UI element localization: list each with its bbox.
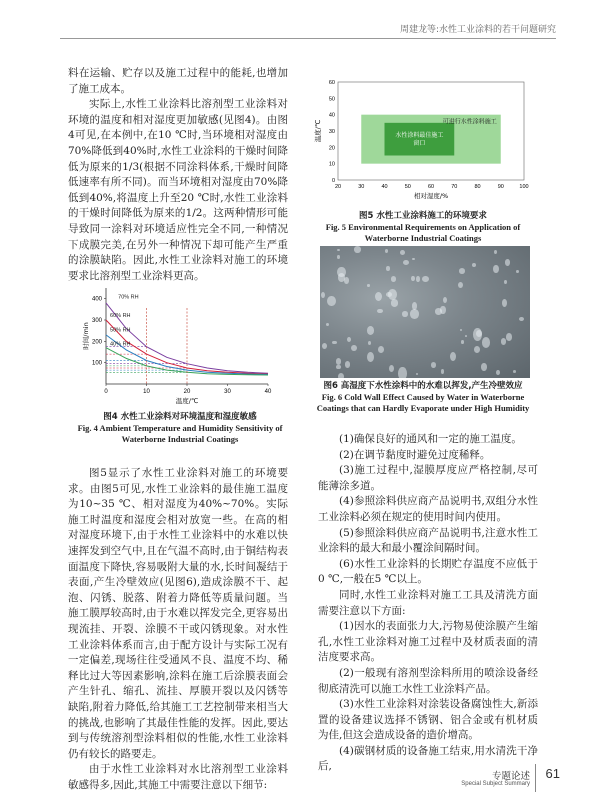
figure-4-caption [70,412,290,445]
paragraph: 料在运输、贮存以及施工过程中的能耗,也增加了施工成本。 [68,67,288,95]
figure-5-caption [312,211,534,244]
left-column-top [68,66,288,284]
list-item: (2)一般现有溶剂型涂料所用的喷涂设备经彻底清洗可以施工水性工业涂料产品。 [318,666,538,695]
x-tick-label: 10 [143,389,150,395]
water-droplet [402,311,407,316]
water-droplet [496,370,500,376]
y-axis-label: 温度/℃ [314,119,322,143]
water-droplet [416,373,418,376]
water-droplet [338,273,346,282]
cold-wall-photo [320,246,530,378]
water-droplet [416,276,420,282]
water-droplet [450,352,456,361]
water-droplet [516,270,519,273]
y-tick-label: 400 [91,296,102,303]
y-tick-label: 200 [91,339,102,346]
fig5-caption-en-1: Fig. 5 Environmental Requirements on Application of [325,222,521,232]
x-tick-label: 70 [451,184,458,190]
water-droplet [337,255,340,259]
water-droplet [506,333,513,341]
fig6-caption-en-2: Coatings that can Hardly Evaporate under High Humidity [316,403,530,413]
y-tick-label: 50 [328,96,335,103]
y-tick-label: 30 [328,129,335,135]
water-droplet [493,265,499,273]
list-item: (5)参照涂料供应商产品说明书,注意水性工业涂料的最大和最小覆涂间隔时间。 [318,526,538,555]
x-tick-label: 30 [358,184,365,190]
list-item: (6)水性工业涂料的长期贮存温度不应低于0 ℃,一般在5 ℃以上。 [318,557,538,586]
x-axis-label: 相对湿度/% [413,192,449,200]
water-droplet [422,276,429,282]
paragraph: 实际上,水性工业涂料比溶剂型工业涂料对环境的温度和相对湿度更加敏感(见图4)。由图4可见,在本例中,在10 ℃时,当环境相对湿度由70%降低到40%时,水性工业涂料的干燥时间降低为原来的1/3(根据不同涂料体系,干燥时间降低速率有所不同)。而当环境相对湿度由70%降低到40%,将温度上升至20 ℃时,水性工业涂料的干燥时间降低为原来的1/2。这两种情形可能导致同一涂料对环境适应性完全不同,一种情况下成膜完美,在另外一种情况下却可能产生严重的涂膜缺陷。因此,水性工业涂料对施工的环境要求比溶剂型工业涂料更高。 [68,98,288,282]
page-footer [410,764,560,794]
water-droplet [519,317,524,321]
y-tick-label: 300 [91,318,102,324]
rh-label: 70% RH [118,294,139,301]
figure-6-caption [312,381,534,414]
paragraph: 由于水性工业涂料对水比溶剂型工业涂料敏感得多,因此,其施工中需要注意以下细节: [68,763,288,791]
water-droplet [378,346,384,353]
water-droplet [386,266,390,270]
fig6-caption-en-1: Fig. 6 Cold Wall Effect Caused by Water in Waterborne [321,392,525,402]
y-tick-label: 0 [331,178,335,184]
fig4-caption-en-2: Waterborne Industrial Coatings [121,434,239,444]
x-tick-label: 60 [427,184,435,190]
water-droplet [391,276,397,282]
header-rule [60,38,556,39]
x-tick-label: 30 [224,389,231,395]
water-droplet [389,365,394,372]
footer-divider [535,764,536,792]
water-droplet [332,341,336,345]
header-text: 周建龙等:水性工业涂料的若干问题研究 [399,25,556,35]
water-droplet [460,329,462,332]
water-droplet [338,373,344,378]
rh-label: 40% RH [110,341,131,348]
list-item: (4)参照涂料供应商产品说明书,双组分水性工业涂料必须在规定的使用时间内使用。 [318,495,538,523]
water-droplet [474,346,481,353]
left-column-bottom [68,466,288,793]
x-tick-label: 40 [264,389,272,395]
water-droplet [377,309,382,314]
water-droplet [322,343,327,349]
x-tick-label: 20 [334,184,342,190]
list-item: (3)水性工业涂料对涂装设备腐蚀性大,新添置的设备建议选择不锈钢、铝合金或有机材质为佳,但这会造成设备的造价增高。 [318,698,538,742]
x-tick-label: 80 [474,184,481,190]
water-droplet [412,258,415,261]
water-droplet [367,284,369,287]
water-droplet [403,260,409,266]
water-droplet [368,341,371,345]
x-tick-label: 100 [519,184,529,190]
x-tick-label: 20 [183,389,191,395]
y-tick-label: 100 [91,360,102,367]
water-droplet [367,352,374,362]
list-item: (3)施工过程中,湿膜厚度应严格控制,尽可能薄涂多道。 [318,464,538,492]
water-droplet [411,276,414,281]
paragraph: 同时,水性工业涂料对施工工具及清洗方面需要注意以下方面: [318,588,538,617]
fig5-plot [313,80,529,200]
water-droplet [494,250,497,254]
water-droplet [431,362,436,368]
x-tick-label: 40 [381,184,388,190]
y-tick-label: 40 [328,112,335,119]
figure-5-chart [312,76,534,210]
water-droplet [347,337,351,342]
water-droplet [465,335,467,337]
water-droplet [502,299,507,307]
paragraph: 图5显示了水性工业涂料对施工的环境要求。由图5可见,水性工业涂料的最佳施工温度为10~35 ℃、相对湿度为40%~70%。实际施工时温度和湿度会相对放宽一些。在高的相对湿度环境下,由于水性工业涂料中的水难以快速挥发到空气中,且在气温不高时,由于铜结构表面温度下降快,容易吸附大量的水,长时间凝结于表面,产生冷壁效应(见图6),造成涂膜不干、起泡、闪锈、脱落、附着力降低等质量问题。当施工膜厚较高时,由于水难以挥发完全,更容易出现流挂、开裂、涂膜不干或闪锈现象。对水性工业涂料体系而言,由于配方设计与实际工况有一定偏差,现场往往受通风不良、温度不均、稀释比过大等因素影响,涂料在施工后涂膜表面会产生针孔、缩孔、流挂、厚膜开裂以及闪锈等缺陷,附着力降低,给其施工工艺控制带来相当大的挑战,也影响了其最佳性能的发挥。因此,要达到与传统溶剂型涂料相似的性能,水性工业涂料仍有较长的路要走。 [68,467,288,760]
water-droplet [481,363,486,370]
water-droplet [391,299,399,306]
rh-label: 50% RH [110,327,131,334]
water-droplet [351,345,357,351]
water-droplet [410,309,419,318]
fig4-caption-en-1: Fig. 4 Ambient Temperature and Humidity Sensitivity of [77,423,283,433]
outer-region-label: 可进行水性涂料施工 [442,118,497,126]
water-droplet [472,263,476,267]
fig5-caption-en-2: Waterborne Industrial Coatings [364,233,482,243]
water-droplet [504,280,507,284]
inner-region-label: 水性涂料最佳施工 [395,132,444,140]
water-droplet [400,250,405,255]
water-droplet [441,369,444,373]
footer-section-en: Special Subject Summary [461,781,530,787]
list-item: (1)确保良好的通风和一定的施工温度。 [339,433,522,445]
y-tick-label: 10 [328,161,335,168]
list-item: (2)在调节黏度时避免过度稀释。 [339,448,491,461]
list-item: (4)碳钢材质的设备施工结束,用水清洗干净后, [318,744,538,773]
x-tick-label: 90 [497,184,504,190]
footer-section-zh: 专题论述 [491,771,530,782]
water-droplet [443,297,447,303]
water-droplet [367,326,374,335]
water-droplet [375,292,382,301]
right-column [318,432,538,775]
running-header [60,22,556,40]
y-tick-label: 60 [328,80,335,86]
water-droplet [473,328,481,341]
fig4-caption-zh: 图4 水性工业涂料对环境温度和湿度敏感 [103,412,257,422]
y-tick-label: 20 [328,145,335,152]
inner-region-label: 窗口 [413,140,426,148]
water-droplet [345,361,351,367]
figure-4-chart [80,280,280,405]
water-droplet [398,367,406,378]
y-axis-label: 时间/min [82,322,90,350]
water-droplet [326,323,329,326]
fig6-caption-zh: 图6 高湿度下水性涂料中的水难以挥发,产生冷壁效应 [323,381,523,391]
water-droplet [354,246,362,253]
water-droplet [482,337,490,348]
fig5-caption-zh: 图5 水性工业涂料施工的环境要求 [359,211,487,221]
water-droplet [337,249,340,252]
water-droplet [336,365,340,370]
water-droplet [461,340,465,344]
x-axis-label: 温度/℃ [175,397,199,405]
water-droplet [458,282,463,288]
page-number: 61 [545,766,560,781]
water-droplet [513,370,516,373]
water-droplet [385,249,388,253]
water-droplet [440,306,445,314]
water-droplet [336,358,341,364]
rh-label: 60% RH [110,312,131,319]
water-droplet [327,296,336,307]
list-item: (1)因水的表面张力大,污物易使涂膜产生缩孔,水性工业涂料对施工过程中及材质表面的清洁度要求高。 [318,620,538,664]
water-droplet [501,338,507,344]
x-tick-label: 50 [404,184,411,190]
water-droplet [321,292,325,298]
x-tick-label: 0 [104,389,108,395]
water-droplet [459,268,466,274]
water-droplet [505,259,510,265]
